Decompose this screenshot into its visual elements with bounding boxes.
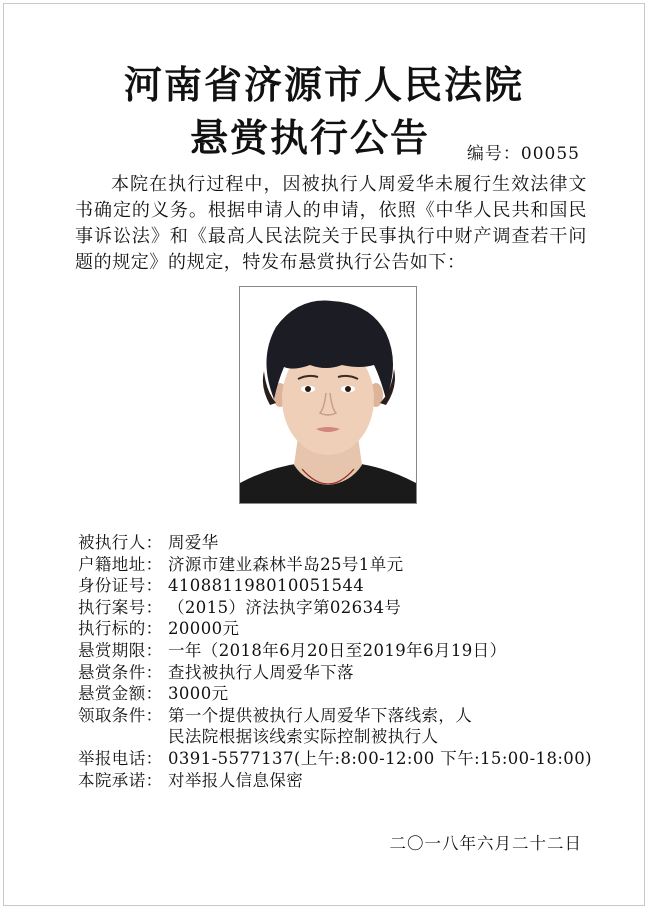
field-condition [78,662,618,684]
details-list [78,532,618,791]
field-label: 执行案号： [78,597,163,617]
field-label: 执行标的： [78,619,163,639]
field-promise [78,770,618,792]
field-label: 户籍地址： [78,554,163,574]
field-phone [78,748,618,770]
field-label: 悬赏金额： [78,684,163,704]
field-value: 第一个提供被执行人周爱华下落线索，人 [168,705,473,725]
serial-number: 编号：00055 [466,144,580,164]
field-value: 3000元 [168,684,229,704]
field-value: 济源市建业森林半岛25号1单元 [168,554,404,574]
field-target [78,618,618,640]
field-claim [78,705,618,727]
field-name [78,532,618,554]
field-value: 410881198010051544 [168,576,365,596]
field-value: 查找被执行人周爱华下落 [168,662,354,682]
field-label: 举报电话： [78,748,163,768]
portrait-image [240,287,416,503]
notice-page [3,3,645,906]
field-label: 身份证号： [78,576,163,596]
field-label: 悬赏期限： [78,640,163,660]
field-label: 本院承诺： [78,770,163,790]
field-value: （2015）济法执字第02634号 [168,597,402,617]
field-address [78,554,618,576]
notice-title: 悬赏执行公告 [189,115,430,160]
field-period [78,640,618,662]
field-value: 0391-5577137(上午:8:00-12:00 下午:15:00-18:00) [168,748,592,768]
notice-date: 二〇一八年六月二十二日 [389,834,582,853]
field-value: 一年（2018年6月20日至2019年6月19日） [168,640,507,660]
field-case-number [78,597,618,619]
field-amount [78,683,618,705]
person-photo [239,286,417,504]
field-id-number [78,575,618,597]
field-value: 民法院根据该线索实际控制被执行人 [168,727,439,747]
field-label: 被执行人： [78,533,163,552]
field-label: 悬赏条件： [78,662,163,682]
court-title: 河南省济源市人民法院 [123,62,524,107]
intro-paragraph: 本院在执行过程中，因被执行人周爱华未履行生效法律文书确定的义务。根据申请人的申请，依照《中华人民共和国民事诉讼法》和《最高人民法院关于民事执行中财产调查若干问题的规定》的规定，特发布悬赏执行公告如下： [75,174,587,273]
field-value: 周爱华 [168,533,219,552]
field-label: 领取条件： [78,705,163,725]
field-value: 20000元 [168,619,240,639]
field-claim-continued [78,726,618,748]
field-value: 对举报人信息保密 [168,770,304,790]
